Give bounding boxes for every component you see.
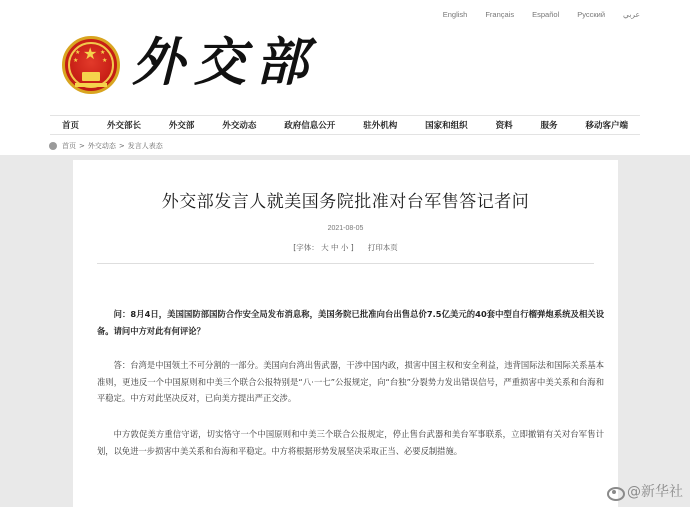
answer-paragraph: 中方敦促美方重信守诺，切实恪守一个中国原则和中美三个联合公报规定，停止售台武器和美台军事联系，立即撤销有关对台军售计划，以免进一步损害中美关系和台海和平稳定。中方将根据形势发展坚决采取正当、必要反制措施。 — [97, 429, 604, 456]
logo-char: 外 — [132, 32, 195, 93]
question-paragraph: 问：8月4日，美国国防部国防合作安全局发布消息称，美国务院已批准向台出售总价7.5亿美元的40套中型自行榴弹炮系统及相关设备。请问中方对此有何评论？ — [97, 309, 604, 336]
print-page-link[interactable]: 打印本页 — [367, 243, 398, 252]
nav-item-home[interactable]: 首页 — [62, 121, 80, 131]
font-size-close: ] — [350, 243, 354, 252]
title-divider — [97, 263, 594, 264]
font-size-small-link[interactable]: 小 — [340, 243, 349, 252]
weibo-icon — [607, 485, 623, 497]
nav-item-resources[interactable]: 资料 — [495, 121, 513, 131]
nav-item-info-disclosure[interactable]: 政府信息公开 — [284, 121, 336, 131]
xinhua-watermark — [607, 481, 683, 501]
language-bar — [443, 10, 640, 19]
article-panel — [73, 160, 618, 507]
breadcrumb-separator: > — [118, 142, 125, 150]
emblem-small-star-icon: ★ — [100, 49, 106, 56]
answer-paragraph: 答：台湾是中国领土不可分割的一部分。美国向台湾出售武器，干涉中国内政，损害中国主权和安全利益，违背国际法和国际关系基本准则，更违反一个中国原则和中美三个联合公报特别是“八·一七”公报规定，向“台独”分裂势力发出错误信号，严重损害中美关系和台海和平稳定。中方对此坚决反对，已向美方提出严正交涉。 — [97, 360, 604, 403]
font-size-label: [字体： — [293, 243, 319, 252]
nav-item-mobile[interactable]: 移动客户端 — [585, 121, 628, 131]
lang-english-link[interactable]: English — [442, 10, 468, 19]
breadcrumb — [49, 141, 163, 151]
nav-item-minister[interactable]: 外交部长 — [106, 121, 141, 131]
article-title: 外交部发言人就美国务院批准对台军售答记者问 — [161, 192, 530, 212]
logo-char: 部 — [256, 32, 319, 93]
logo-char: 交 — [194, 32, 257, 93]
emblem-base-shape — [75, 83, 107, 87]
breadcrumb-news-link[interactable]: 外交动态 — [87, 142, 116, 150]
nav-item-news[interactable]: 外交动态 — [222, 121, 257, 131]
nav-item-countries[interactable]: 国家和组织 — [425, 121, 468, 131]
lang-spanish-link[interactable]: Español — [532, 10, 560, 19]
breadcrumb-spokesperson-link[interactable]: 发言人表态 — [127, 142, 163, 150]
lang-french-link[interactable]: Français — [485, 10, 515, 19]
article-date: 2021-08-05 — [327, 225, 364, 232]
font-size-medium-link[interactable]: 中 — [331, 243, 339, 252]
font-size-large-link[interactable]: 大 — [321, 243, 329, 252]
home-icon — [49, 142, 57, 150]
emblem-small-star-icon: ★ — [75, 49, 81, 56]
ministry-calligraphy-logo[interactable] — [132, 22, 318, 104]
watermark-text: @新华社 — [627, 484, 683, 500]
nav-item-services[interactable]: 服务 — [540, 121, 558, 131]
lang-russian-link[interactable]: Русский — [577, 10, 606, 19]
national-emblem-logo[interactable] — [62, 36, 120, 94]
main-nav — [50, 115, 640, 135]
nav-item-ministry[interactable]: 外交部 — [168, 121, 195, 131]
nav-item-missions[interactable]: 驻外机构 — [363, 121, 398, 131]
emblem-tiananmen-shape — [82, 72, 100, 81]
emblem-small-star-icon: ★ — [73, 57, 79, 64]
lang-arabic-link[interactable]: عربي — [623, 10, 640, 19]
emblem-small-star-icon: ★ — [102, 57, 108, 64]
font-size-selector — [293, 242, 353, 253]
emblem-large-star-icon: ★ — [83, 44, 98, 63]
breadcrumb-separator: > — [79, 142, 85, 150]
article-tools — [73, 242, 618, 253]
breadcrumb-home-link[interactable]: 首页 — [62, 142, 76, 150]
